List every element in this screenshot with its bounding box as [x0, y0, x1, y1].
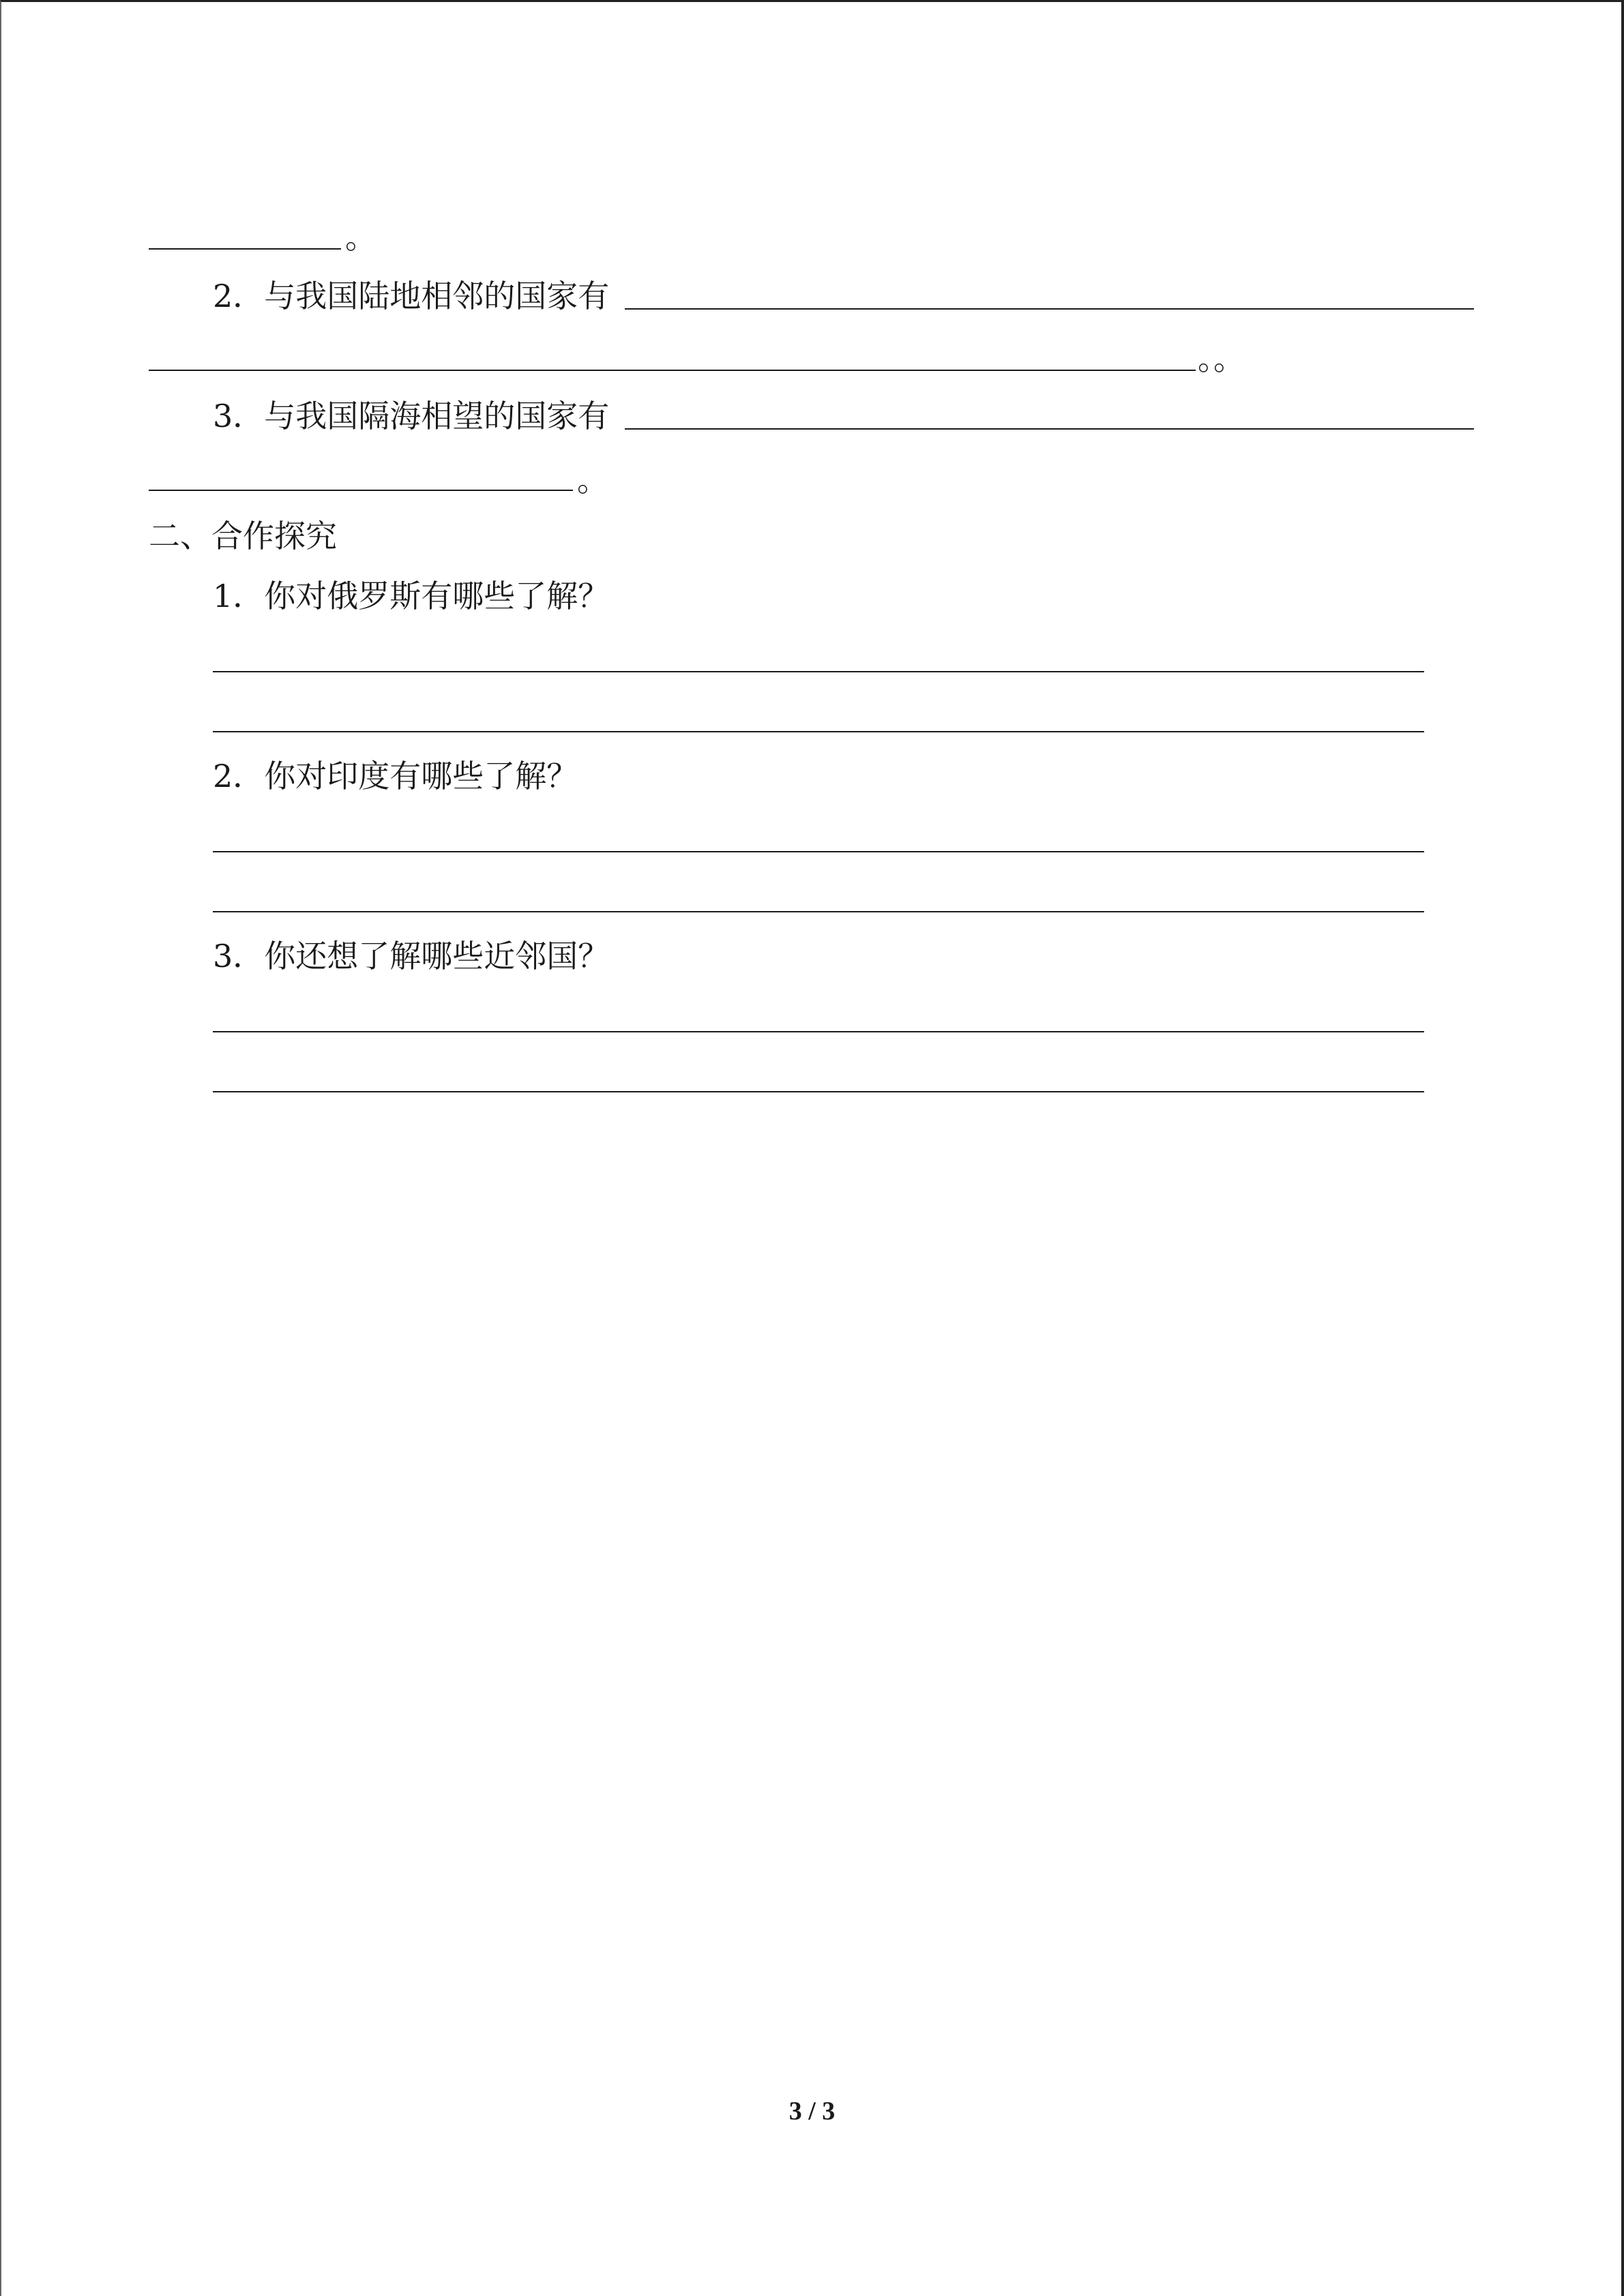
inquiry-question-1: 1．你对俄罗斯有哪些了解？: [213, 578, 610, 614]
question-3-sea-neighbors: 3．与我国隔海相望的国家有: [213, 398, 610, 434]
page-number: 3 / 3: [788, 2097, 836, 2126]
answer-blank-q3-line1[interactable]: [625, 428, 1474, 430]
answer-line-inquiry-3b[interactable]: [213, 1091, 1424, 1092]
q1-end-punct: 。: [345, 219, 377, 256]
q2-end-punct: 。。: [1198, 340, 1245, 377]
q3-end-punct: 。: [577, 462, 608, 498]
answer-blank-q3-line2[interactable]: [149, 490, 573, 491]
answer-blank-q2-line1[interactable]: [625, 308, 1474, 310]
answer-line-inquiry-2b[interactable]: [213, 911, 1424, 912]
question-2-land-neighbors: 2．与我国陆地相邻的国家有: [213, 278, 610, 314]
answer-line-inquiry-2a[interactable]: [213, 851, 1424, 852]
answer-line-inquiry-1b[interactable]: [213, 731, 1424, 732]
inquiry-question-2: 2．你对印度有哪些了解？: [213, 758, 578, 794]
answer-line-inquiry-3a[interactable]: [213, 1031, 1424, 1032]
answer-blank-q1-end[interactable]: [149, 248, 341, 250]
section-heading-cooperative-inquiry: 二、合作探究: [149, 518, 337, 554]
answer-line-inquiry-1a[interactable]: [213, 671, 1424, 672]
inquiry-question-3: 3．你还想了解哪些近邻国？: [213, 938, 610, 974]
answer-blank-q2-line2[interactable]: [149, 370, 1196, 371]
